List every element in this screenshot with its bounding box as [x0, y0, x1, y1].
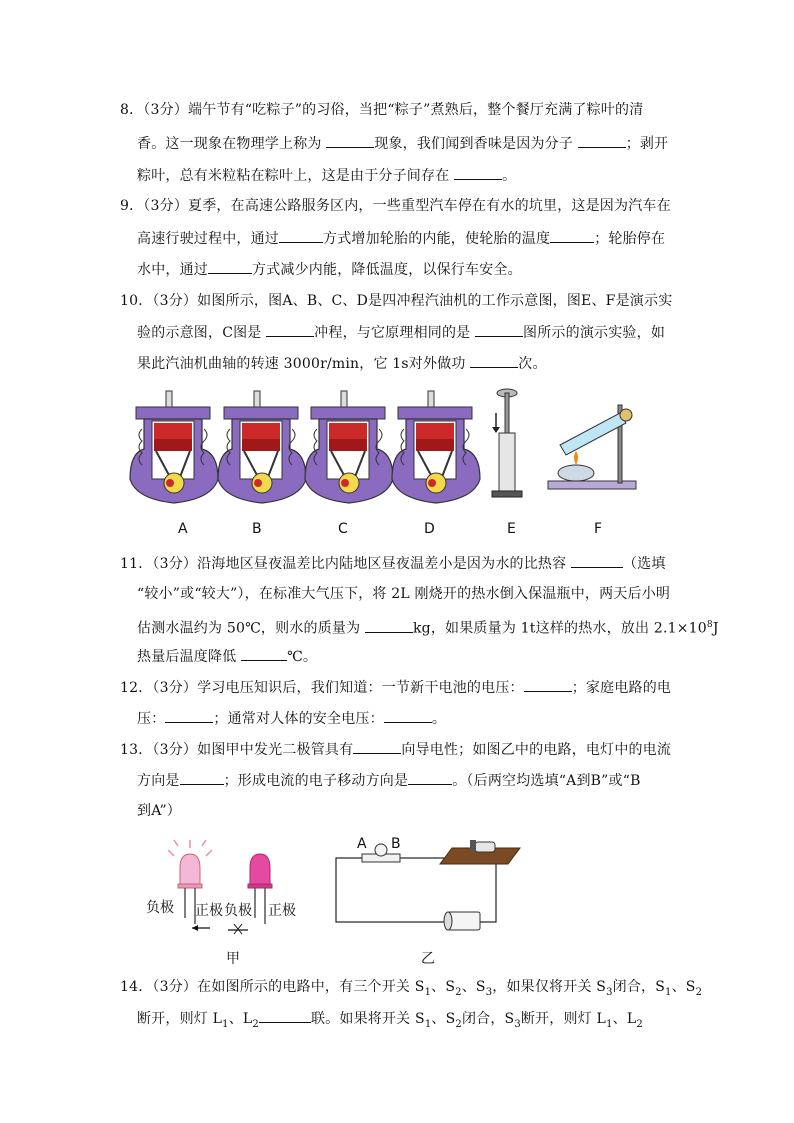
q8-line-2: 香。这一现象在物理学上称为 现象，我们闻到香味是因为分子 ；剥开	[137, 133, 668, 154]
q14-line-2: 断开，则灯 $L_1$、$L_2$ 联。如果将开关 $S_1$、$S_2$闭合，$S_3$断开，则灯 $L_1$、$L_2$	[137, 1008, 643, 1035]
answer-blank[interactable]	[524, 677, 572, 692]
engine-B	[218, 391, 306, 503]
engine-A	[130, 391, 218, 503]
answer-blank[interactable]	[259, 1008, 311, 1023]
switch-icon	[440, 840, 520, 864]
answer-blank[interactable]	[326, 133, 374, 148]
engine-D	[392, 391, 480, 503]
lamp-terminal-B: B	[391, 836, 401, 852]
led-figure	[140, 840, 310, 940]
answer-blank[interactable]	[266, 322, 314, 337]
answer-blank[interactable]	[578, 133, 626, 148]
answer-blank[interactable]	[470, 353, 518, 368]
q11-line-4: 热量后温度降低 ℃。	[137, 646, 317, 667]
battery-icon	[444, 912, 480, 930]
compression-cylinder-E	[492, 389, 522, 497]
answer-blank[interactable]	[550, 228, 594, 243]
answer-blank[interactable]	[165, 708, 213, 723]
q11-line-2: “较小”或“较大”），在标准大气压下，将 2L 刚烧开的热水倒入保温瓶中，两天后小明	[137, 586, 671, 602]
answer-blank[interactable]	[365, 618, 413, 633]
answer-blank[interactable]	[208, 259, 252, 274]
answer-blank[interactable]	[279, 228, 323, 243]
answer-blank[interactable]	[408, 770, 452, 785]
engine-figure	[130, 385, 650, 520]
q9-line-2: 高速行驶过程中，通过 方式增加轮胎的内能，使轮胎的温度 ；轮胎停在	[137, 228, 665, 249]
led-left-positive-label: 正极	[195, 903, 223, 919]
q10-line-1: 10．（3分）如图所示，图A、B、C、D是四冲程汽油机的工作示意图，图E、F是演示实	[120, 293, 673, 309]
led-right-negative-label: 负极	[224, 903, 252, 919]
figure-label-B: B	[252, 521, 262, 537]
figure-label-D: D	[424, 521, 435, 537]
q9-line-3: 水中，通过 方式减少内能，降低温度，以保行车安全。	[137, 259, 522, 280]
q11-line-3: 估测水温约为 50℃，则水的质量为 kg，如果质量为 1t这样的热水，放出 $2.1\times 10^8J$	[137, 615, 719, 639]
answer-blank[interactable]	[384, 708, 432, 723]
led-right-positive-label: 正极	[268, 903, 296, 919]
engine-C	[305, 391, 393, 503]
answer-blank[interactable]	[241, 646, 287, 661]
q13-line-2: 方向是 ；形成电流的电子移动方向是 。（后两空均选填“A到B”或“B	[137, 770, 641, 791]
answer-blank[interactable]	[571, 553, 623, 568]
q10-line-2: 验的示意图，C图是 冲程，与它原理相同的是 图所示的演示实验，如	[137, 322, 665, 343]
answer-blank[interactable]	[454, 165, 502, 180]
test-tube-F	[548, 405, 636, 489]
lamp-terminal-A: A	[357, 836, 367, 852]
q13-line-1: 13．（3分）如图甲中发光二极管具有 向导电性；如图乙中的电路，电灯中的电流	[120, 739, 671, 760]
figure-label-A: A	[178, 521, 188, 537]
answer-blank[interactable]	[475, 322, 523, 337]
answer-blank[interactable]	[353, 739, 401, 754]
q11-line-1: 11．（3分）沿海地区昼夜温差比内陆地区昼夜温差小是因为水的比热容 （选填	[120, 553, 666, 574]
q12-line-1: 12．（3分）学习电压知识后，我们知道：一节新干电池的电压： ；家庭电路的电	[120, 677, 671, 698]
q8-line-1: 8．（3分）端午节有“吃粽子”的习俗，当把“粽子”煮熟后，整个餐厅充满了粽叶的清	[120, 102, 644, 118]
q14-line-1: 14．（3分）在如图所示的电路中，有三个开关 $S_1$、$S_2$、$S_3$，如果仅将开关 $S_3$闭合，$S_1$、$S_2$	[120, 979, 703, 998]
q10-line-3: 果此汽油机曲轴的转速 3000r/min，它 1s对外做功 次。	[137, 353, 547, 374]
q13-line-3: 到A”）	[137, 803, 182, 819]
q8-line-3: 粽叶，总有米粒粘在粽叶上，这是由于分子间存在 。	[137, 165, 516, 186]
answer-blank[interactable]	[180, 770, 224, 785]
figure-caption-yi: 乙	[421, 951, 435, 967]
q12-line-2: 压： ；通常对人体的安全电压： 。	[137, 708, 446, 729]
led-left-negative-label: 负极	[146, 900, 174, 916]
figure-caption-jia: 甲	[226, 951, 240, 967]
figure-label-C: C	[338, 521, 348, 537]
q9-line-1: 9．（3分）夏季，在高速公路服务区内，一些重型汽车停在有水的坑里，这是因为汽车在	[120, 198, 671, 214]
figure-label-F: F	[594, 521, 603, 537]
figure-label-E: E	[507, 521, 516, 537]
